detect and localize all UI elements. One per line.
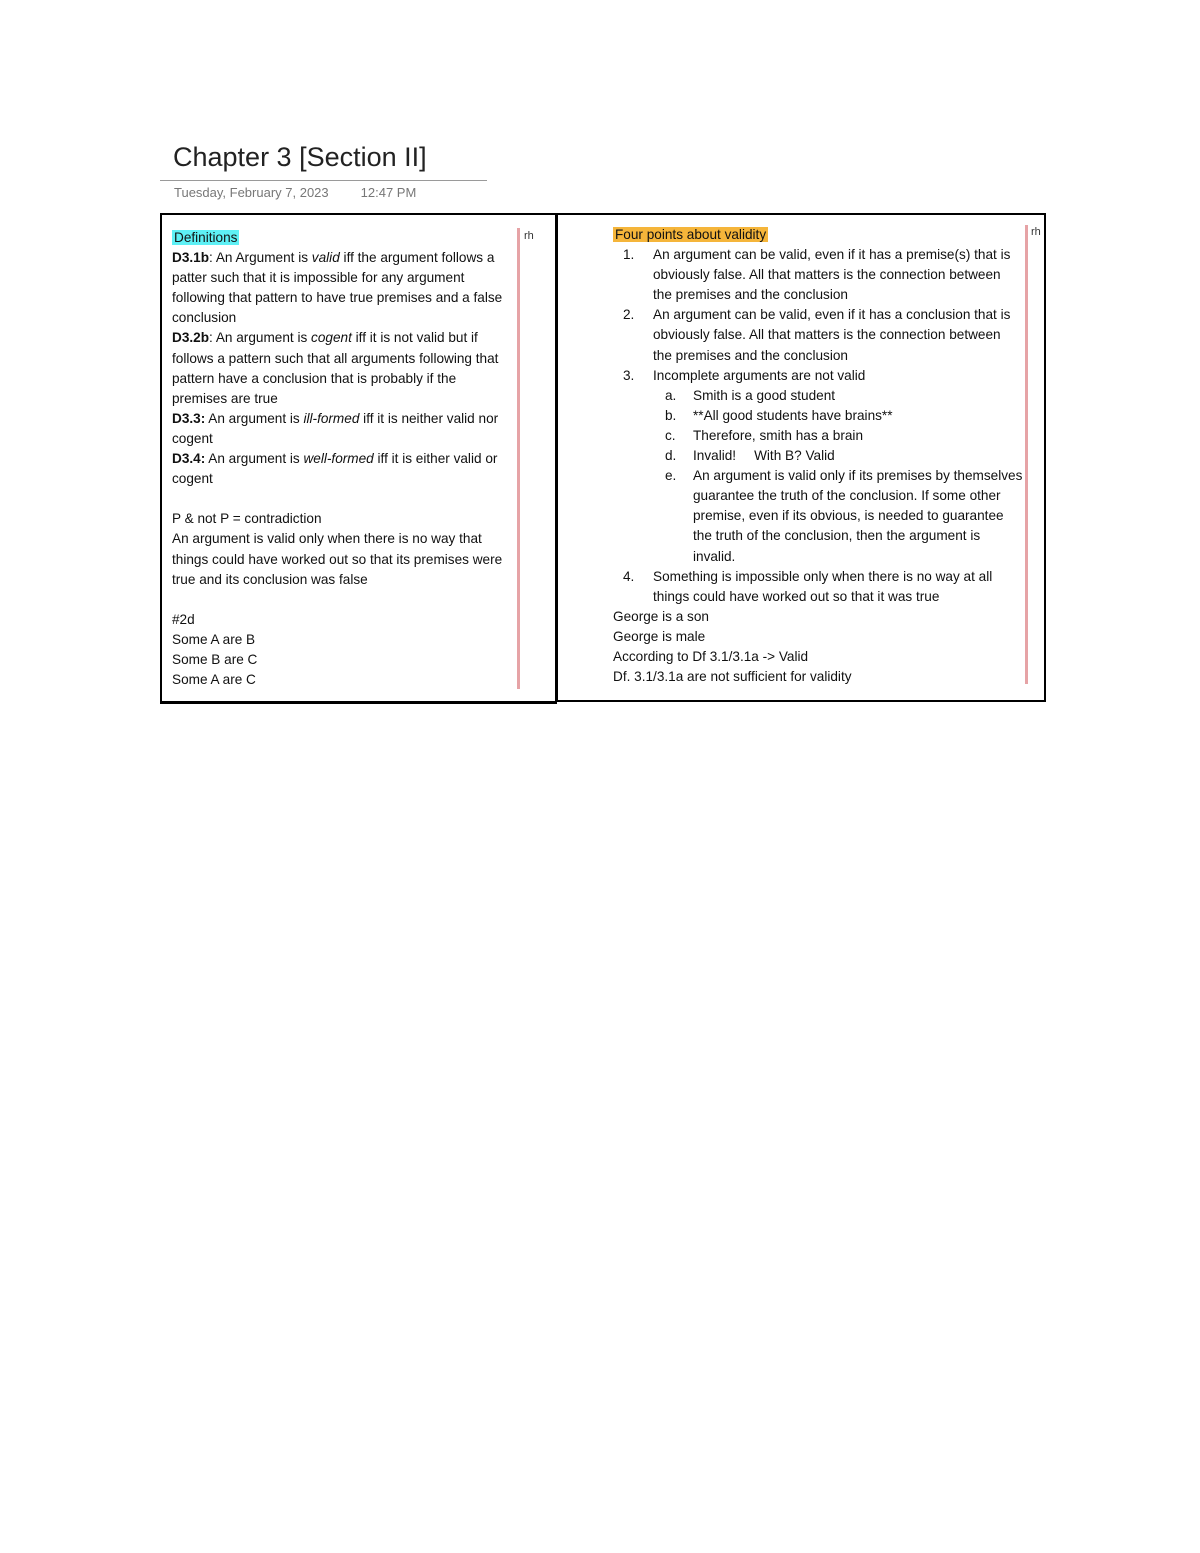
validity-heading: Four points about validity [615,227,767,242]
definition-label: D3.3: [172,410,206,426]
page-title: Chapter 3 [Section II] [173,142,427,172]
definition-term: well-formed [303,451,374,467]
definition-text: An argument is [205,451,304,467]
definition-term: cogent [311,330,352,346]
list-item [613,567,1023,607]
list-item [613,305,1023,365]
list-item-text: Incomplete arguments are not valid [653,367,866,383]
page-time: 12:47 PM [360,185,417,200]
sub-list-item [653,386,1023,406]
validity-points-list [613,245,1023,607]
sub-list-item-text: An argument is valid only if its premises by themselves guarantee the truth of the conclusion. If some other premise, even if its obvious, is needed to guarantee the truth of the conclusion, then the argument is invalid. [693,468,1023,564]
definition-term: valid [311,250,340,266]
definition-label: D3.4: [172,451,206,467]
sub-list-marker: d. [665,448,677,464]
definition-text: : An argument is [209,330,312,346]
definitions-note-container[interactable] [160,213,557,704]
title-underline [160,180,487,181]
definition-term: ill-formed [303,410,360,426]
definition-text: iff it is either valid or cogent [172,451,498,487]
list-item-text: An argument can be valid, even if it has a premise(s) that is obviously false. All that matters is the connection between the premises and the conclusion [653,247,1011,303]
note-line: George is male [613,628,706,644]
sub-list-item [653,426,1023,446]
page-date: Tuesday, February 7, 2023 [174,185,329,200]
note-line: George is a son [613,608,709,624]
note-line: Df. 3.1/3.1a are not sufficient for validity [613,669,852,685]
list-item [613,245,1023,305]
list-marker: 2. [623,307,635,323]
blank-line [172,590,507,610]
contradiction-line: P & not P = contradiction [172,511,322,527]
sub-list-marker: c. [665,427,676,443]
definition-text: : An Argument is [209,250,312,266]
definition-item [172,449,507,489]
validity-note-content[interactable] [613,225,1023,687]
definition-text: iff it is neither valid nor cogent [172,410,499,446]
sub-list-item-text: Invalid! [693,448,737,464]
definition-label: D3.2b [172,330,210,346]
sub-list-item-text: Smith is a good student [693,387,836,403]
definition-text: An argument is [205,410,304,426]
list-marker: 1. [623,247,635,263]
sub-list-item [653,466,1023,566]
author-tag: rh [1031,226,1041,238]
list-marker: 3. [623,367,635,383]
note-line: According to Df 3.1/3.1a -> Valid [613,648,809,664]
sub-list-item-extra: With B? Valid [754,448,835,464]
exercise-line: Some B are C [172,651,258,667]
blank-line [172,489,507,509]
definition-text: iff it is not valid but if follows a pattern such that all arguments following that pattern have a conclusion that is probably if the premises are true [172,330,499,406]
definitions-note-content[interactable] [172,228,507,690]
exercise-line: Some A are B [172,631,256,647]
author-margin-bar [1025,225,1028,684]
page-datetime [174,185,416,200]
list-marker: 4. [623,568,635,584]
sub-list-item [653,406,1023,426]
list-item [613,366,1023,567]
sub-list-item [653,446,1023,466]
sub-list-marker: a. [665,387,677,403]
author-tag: rh [524,230,534,242]
validity-note: An argument is valid only when there is no way that things could have worked out so that its premises were true and its conclusion was false [172,531,503,587]
definition-label: D3.1b [172,250,210,266]
sub-list-item-text: Therefore, smith has a brain [693,427,864,443]
exercise-label: #2d [172,611,195,627]
definitions-heading: Definitions [174,230,238,245]
sub-list-marker: e. [665,468,677,484]
sub-list-marker: b. [665,407,677,423]
definition-item [172,248,507,328]
list-item-text: An argument can be valid, even if it has a conclusion that is obviously false. All that matters is the connection between the premises and the conclusion [653,307,1011,363]
list-item-text: Something is impossible only when there is no way at all things could have worked out so that it was true [653,568,993,604]
definition-item [172,409,507,449]
definition-text: iff the argument follows a patter such that it is impossible for any argument following that pattern to have true premises and a false conclusion [172,250,503,326]
definition-item [172,328,507,408]
sub-list-item-text: **All good students have brains** [693,407,893,423]
validity-note-container[interactable] [556,213,1046,702]
exercise-line: Some A are C [172,672,256,688]
sub-points-list [653,386,1023,567]
author-margin-bar [517,228,520,689]
